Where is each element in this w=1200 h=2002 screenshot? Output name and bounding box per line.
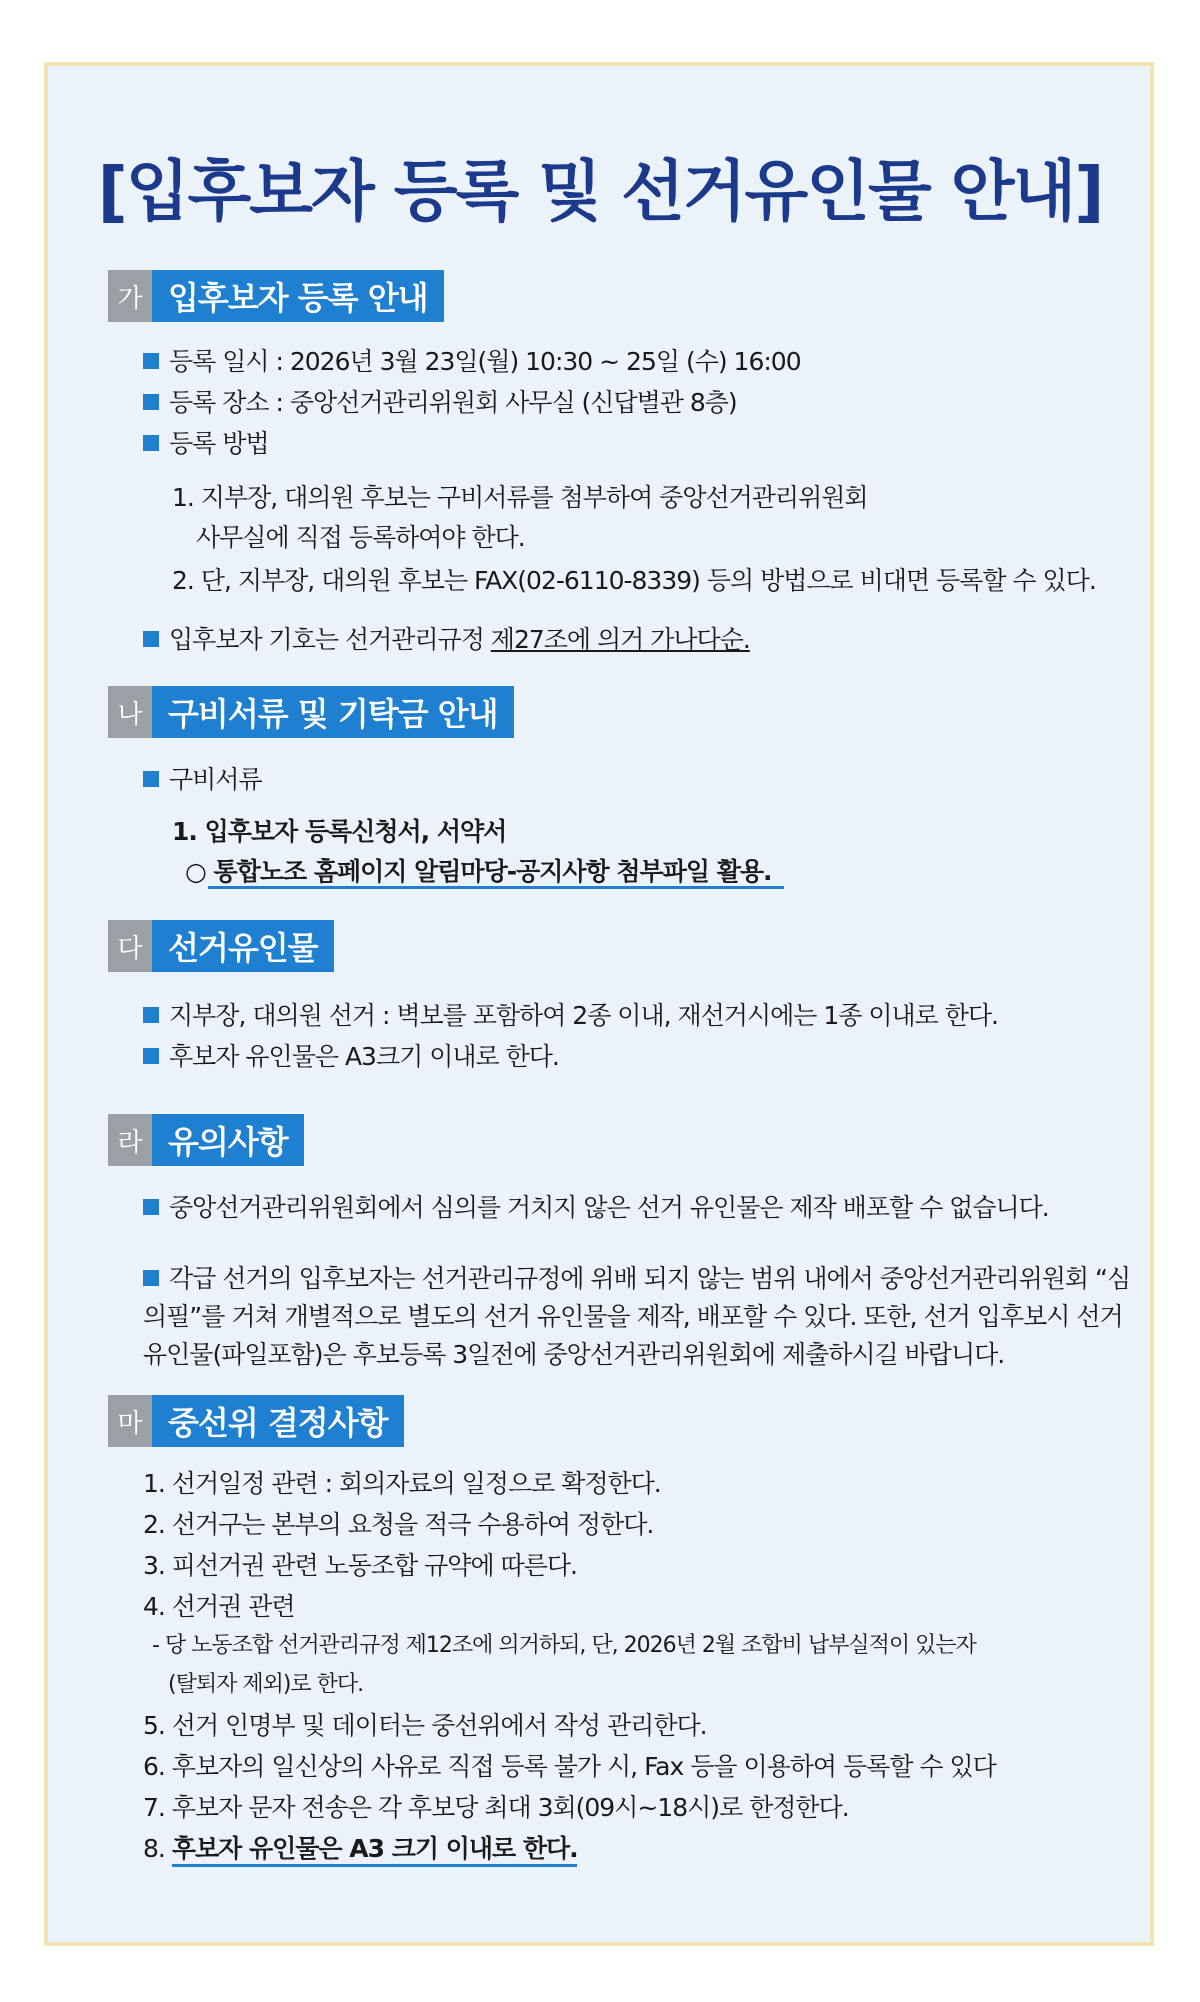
section-c-letter: 다 bbox=[108, 920, 152, 972]
section-b-header bbox=[108, 686, 514, 738]
section-b-letter: 나 bbox=[108, 686, 152, 738]
decision-3: 3. 피선거권 관련 노동조합 규약에 따른다. bbox=[143, 1551, 577, 1580]
docs-item-2: ○ 통합노조 홈페이지 알림마당-공지사항 첨부파일 활용. bbox=[185, 857, 772, 886]
materials-rule-2: 후보자 유인물은 A3크기 이내로 한다. bbox=[143, 1037, 559, 1073]
section-b-title: 구비서류 및 기탁금 안내 bbox=[152, 686, 514, 738]
section-a-title: 입후보자 등록 안내 bbox=[152, 270, 444, 322]
section-c-header bbox=[108, 920, 334, 972]
materials-rule-1: 지부장, 대의원 선거 : 벽보를 포함하여 2종 이내, 재선거시에는 1종 이내로 한다. bbox=[143, 996, 998, 1032]
caution-2: 각급 선거의 입후보자는 선거관리규정에 위배 되지 않는 범위 내에서 중앙선거관리위원회 “심의필”를 거쳐 개별적으로 별도의 선거 유인물을 제작, 배포할 수 있다. 또한, 선거 입후보시 선거 유인물(파일포함)은 후보등록 3일전에 중앙선거관리위원회에 제출하시길 바랍니다. bbox=[143, 1260, 1143, 1374]
candidate-symbol-rule bbox=[143, 620, 750, 656]
decision-8-text: 후보자 유인물은 A3 크기 이내로 한다. bbox=[171, 1834, 578, 1863]
method-item-1a: 1. 지부장, 대의원 후보는 구비서류를 첨부하여 중앙선거관리위원회 bbox=[172, 483, 868, 512]
decision-8-number: 8. bbox=[143, 1834, 172, 1863]
page-title: [입후보자 등록 및 선거유인물 안내] bbox=[97, 153, 1103, 230]
method-item-2: 2. 단, 지부장, 대의원 후보는 FAX(02-6110-8339) 등의 방법으로 비대면 등록할 수 있다. bbox=[172, 566, 1096, 595]
decision-5: 5. 선거 인명부 및 데이터는 중선위에서 작성 관리한다. bbox=[143, 1711, 707, 1740]
docs-underline bbox=[208, 886, 784, 889]
section-d-title: 유의사항 bbox=[152, 1114, 304, 1166]
decision-1: 1. 선거일정 관련 : 회의자료의 일정으로 확정한다. bbox=[143, 1469, 661, 1498]
symbol-rule-text: 입후보자 기호는 선거관리규정 bbox=[169, 625, 491, 654]
registration-method: 등록 방법 bbox=[143, 424, 269, 460]
docs-item-1: 1. 입후보자 등록신청서, 서약서 bbox=[172, 817, 507, 846]
method-item-1b: 사무실에 직접 등록하여야 한다. bbox=[196, 523, 525, 552]
section-a-letter: 가 bbox=[108, 270, 152, 322]
required-docs: 구비서류 bbox=[143, 760, 262, 796]
registration-place: 등록 장소 : 중앙선거관리위원회 사무실 (신답별관 8층) bbox=[143, 383, 737, 419]
decision-8-underline bbox=[172, 1864, 577, 1867]
symbol-rule-article: 제27조에 의거 가나다순. bbox=[490, 625, 750, 654]
decision-7: 7. 후보자 문자 전송은 각 후보당 최대 3회(09시~18시)로 한정한다. bbox=[143, 1793, 849, 1822]
decision-4: 4. 선거권 관련 bbox=[143, 1592, 295, 1621]
registration-date: 등록 일시 : 2026년 3월 23일(월) 10:30 ~ 25일 (수) 16:00 bbox=[143, 342, 801, 378]
section-e-title: 중선위 결정사항 bbox=[152, 1395, 404, 1447]
decision-4b: (탈퇴자 제외)로 한다. bbox=[168, 1672, 364, 1697]
caution-1: 중앙선거관리위원회에서 심의를 거치지 않은 선거 유인물은 제작 배포할 수 없습니다. bbox=[143, 1188, 1049, 1224]
decision-4a: - 당 노동조합 선거관리규정 제12조에 의거하되, 단, 2026년 2월 조합비 납부실적이 있는자 bbox=[152, 1633, 976, 1658]
section-e-header bbox=[108, 1395, 404, 1447]
decision-6: 6. 후보자의 일신상의 사유로 직접 등록 불가 시, Fax 등을 이용하여 등록할 수 있다 bbox=[143, 1752, 996, 1781]
section-c-title: 선거유인물 bbox=[152, 920, 334, 972]
section-e-letter: 마 bbox=[108, 1395, 152, 1447]
section-d-letter: 라 bbox=[108, 1114, 152, 1166]
section-a-header bbox=[108, 270, 444, 322]
section-d-header bbox=[108, 1114, 304, 1166]
decision-8 bbox=[143, 1829, 578, 1865]
decision-2: 2. 선거구는 본부의 요청을 적극 수용하여 정한다. bbox=[143, 1510, 654, 1539]
